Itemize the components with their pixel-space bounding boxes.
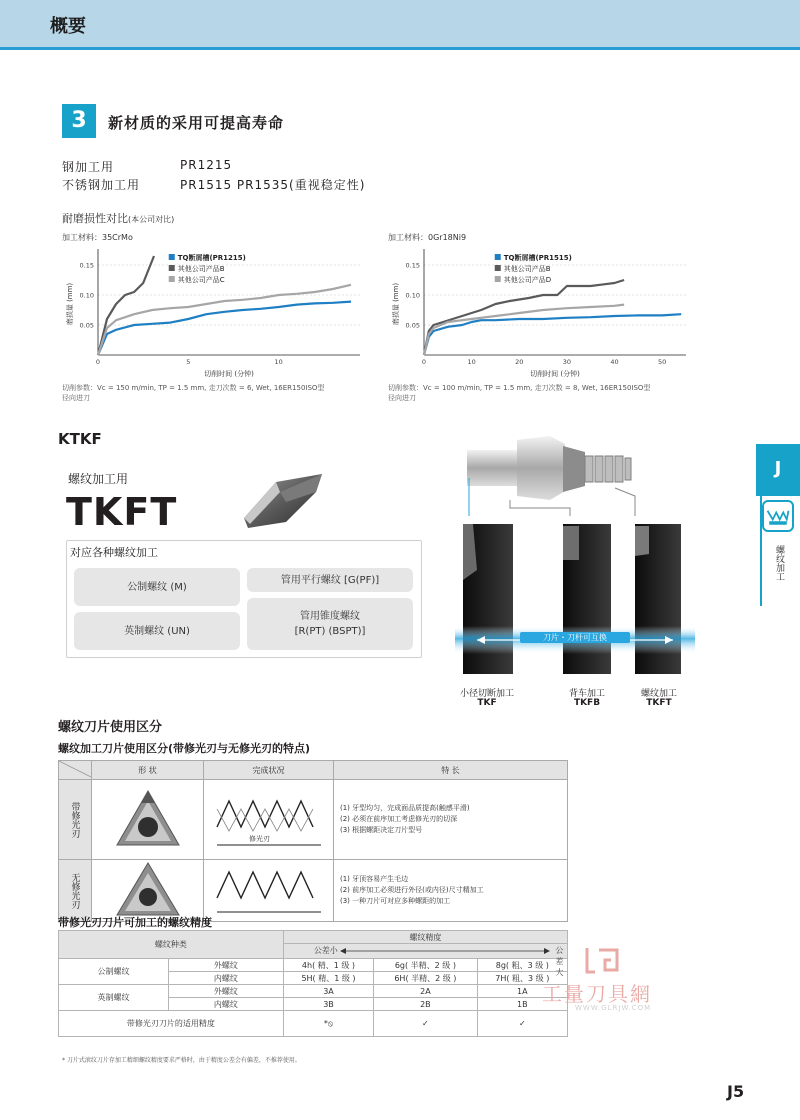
chart2-conditions xyxy=(388,383,718,403)
series-line-3 xyxy=(424,305,624,355)
legend-swatch-3 xyxy=(495,276,501,282)
y-tick-label: 0.05 xyxy=(79,321,94,330)
wiper-profile-drawing xyxy=(209,787,329,851)
wiper-finish-diagram xyxy=(204,780,334,860)
thread-types-title: 对应各种螺纹加工 xyxy=(70,546,158,559)
tool-code-tkft: TKFT xyxy=(646,698,672,708)
type-pipe-parallel: 管用平行螺纹 [G(PF)] xyxy=(247,568,413,592)
thread-use-label: 螺纹加工用 xyxy=(68,472,129,486)
legend-swatch-1 xyxy=(169,254,175,260)
watermark-text: 工量刀具網 xyxy=(542,982,652,1006)
tool-system-illustration xyxy=(455,430,695,690)
chart1-conditions-line2: 径向进刀 xyxy=(62,394,90,402)
y-tick-label: 0.10 xyxy=(79,291,94,300)
x-tick-label: 20 xyxy=(515,358,524,366)
unified-ext-fine: 3A xyxy=(283,985,373,998)
type-pipe-taper-line2: [R(PT) (BSPT)] xyxy=(294,626,366,637)
no-wiper-insert-image xyxy=(92,860,204,922)
grade-label-steel: 钢加工用 xyxy=(62,160,115,174)
legend-label-3: 其他公司产品D xyxy=(503,276,552,284)
double-arrow-icon xyxy=(340,946,550,956)
threading-icon xyxy=(762,500,794,532)
precision-table xyxy=(58,930,568,1037)
legend-swatch-3 xyxy=(169,276,175,282)
x-tick-label: 0 xyxy=(95,358,101,366)
tool-label-tkf: 小径切断加工 xyxy=(459,689,514,699)
x-tick-label: 30 xyxy=(562,358,572,366)
x-tick-label: 5 xyxy=(186,358,191,366)
unified-ext-coarse: 1A xyxy=(477,985,567,998)
tool-code-tkfb: TKFB xyxy=(573,698,601,708)
y-tick-label: 0.15 xyxy=(79,261,94,270)
tolerance-large-label: 公差大 xyxy=(555,946,564,977)
chart2-material: 加工材料：0Gr18Ni9 xyxy=(388,233,467,242)
x-tick-label: 10 xyxy=(467,358,476,366)
unified-ext-medium: 2A xyxy=(374,985,477,998)
chart2-conditions-line2: 径向进刀 xyxy=(388,394,416,402)
type-pipe-taper xyxy=(247,598,413,650)
no-wiper-feature-2: (2) 前序加工必须进行外径(或内径)尺寸精加工 xyxy=(340,886,484,894)
wiper-finish-label: 修光刃 xyxy=(248,834,270,843)
wiper-features xyxy=(334,780,568,860)
chapter-tab[interactable]: J xyxy=(756,444,800,496)
grade-label-stainless: 不锈钢加工用 xyxy=(62,178,141,192)
chart2-conditions-line1: 切削参数：Vc = 100 m/min, TP = 1.5 mm, 走刀次数 = 8, Wet, 16ER150ISO型 xyxy=(388,384,651,392)
wiper-feature-2: (2) 必须在前序加工考虑修光刃的切深 xyxy=(340,815,458,823)
x-tick-label: 50 xyxy=(658,358,667,366)
x-axis-label: 切削时间 (分钟) xyxy=(530,370,580,378)
unified-int-coarse: 1B xyxy=(477,998,567,1011)
type-metric-cell: 公制螺纹 xyxy=(59,959,169,985)
product-name: TKFT xyxy=(66,490,178,534)
col-thread-precision: 螺纹精度 xyxy=(283,931,567,944)
chapter-tab-label: 螺纹加工 xyxy=(774,545,784,581)
unified-int-fine: 3B xyxy=(283,998,373,1011)
no-wiper-profile-drawing xyxy=(209,862,329,918)
legend-swatch-2 xyxy=(495,265,501,271)
legend-label-1: TQ断屑槽(PR1215) xyxy=(177,254,246,262)
grade-value-stainless: PR1515 PR1535(重视稳定性) xyxy=(180,178,366,192)
watermark-logo-icon xyxy=(583,944,623,976)
wear-chart-0gr18ni9 xyxy=(386,245,696,380)
section-title: 新材质的采用可提高寿命 xyxy=(108,114,285,132)
type-unified: 英制螺纹 (UN) xyxy=(74,612,240,650)
wear-comparison-title-text: 耐磨损性对比 xyxy=(62,212,128,225)
wear-comparison-note: (本公司对比) xyxy=(128,215,175,224)
metric-ext-medium: 6g( 半精、2 级 ) xyxy=(374,959,477,972)
ktkf-title: KTKF xyxy=(58,430,102,448)
insert-usage-table xyxy=(58,760,568,922)
legend-label-2: 其他公司产品B xyxy=(503,265,551,273)
header-finish: 完成状况 xyxy=(204,761,334,780)
chart1-conditions xyxy=(62,383,392,403)
no-wiper-features xyxy=(334,860,568,922)
precision-title: 带修光刃刀片可加工的螺纹精度 xyxy=(58,916,212,929)
metric-int-coarse: 7H( 粗、3 级 ) xyxy=(477,972,567,985)
wear-chart-35crmo xyxy=(60,245,370,380)
y-tick-label: 0.10 xyxy=(405,291,420,300)
insert-usage-title: 螺纹刀片使用区分 xyxy=(58,720,163,735)
y-axis-label: 磨损量 (mm) xyxy=(66,282,74,326)
metric-int-medium: 6H( 半精、2 级 ) xyxy=(374,972,477,985)
x-tick-label: 0 xyxy=(421,358,427,366)
wiper-insert-icon xyxy=(113,787,183,851)
no-wiper-insert-icon xyxy=(113,861,183,919)
legend-label-1: TQ断屑槽(PR1515) xyxy=(503,254,572,262)
y-tick-label: 0.05 xyxy=(405,321,420,330)
header-corner xyxy=(59,761,92,780)
precision-footnote: * 刀片式滚纹刀片存加工精细螺纹精度要求严格时，由于精度公差会有偏差，不推荐使用。 xyxy=(62,1057,301,1064)
page-header xyxy=(0,0,800,50)
applicable-label: 带修光刃刀片的适用精度 xyxy=(59,1011,284,1037)
applicable-coarse: ✓ xyxy=(477,1011,567,1037)
type-pipe-taper-line1: 管用锥度螺纹 xyxy=(300,611,360,622)
metric-int-fine: 5H( 精、1 级 ) xyxy=(283,972,373,985)
wear-comparison-title xyxy=(62,210,174,226)
unified-external: 外螺纹 xyxy=(169,985,284,998)
wiper-insert-image xyxy=(92,780,204,860)
page-title: 概要 xyxy=(50,16,86,37)
diagonal-line xyxy=(59,761,91,777)
tool-label-tkfb: 背车加工 xyxy=(568,689,605,699)
y-tick-label: 0.15 xyxy=(405,261,420,270)
tool-label-tkft: 螺纹加工 xyxy=(640,689,677,699)
series-line-2 xyxy=(98,256,154,355)
metric-internal: 内螺纹 xyxy=(169,972,284,985)
unified-int-medium: 2B xyxy=(374,998,477,1011)
no-wiper-finish-diagram xyxy=(204,860,334,922)
x-tick-label: 40 xyxy=(610,358,619,366)
applicable-medium: ✓ xyxy=(374,1011,477,1037)
header-shape: 形 状 xyxy=(92,761,204,780)
tool-code-tkf: TKF xyxy=(477,698,497,708)
applicable-fine: *⦸ xyxy=(283,1011,373,1037)
col-thread-type: 螺纹种类 xyxy=(59,931,284,959)
unified-internal: 内螺纹 xyxy=(169,998,284,1011)
legend-label-2: 其他公司产品B xyxy=(177,265,225,273)
header-features: 特 长 xyxy=(334,761,568,780)
chart1-material: 加工材料：35CrMo xyxy=(62,233,133,242)
grade-value-steel: PR1215 xyxy=(180,158,233,172)
no-wiper-feature-3: (3) 一种刀片可对应多种螺距的加工 xyxy=(340,897,451,905)
metric-ext-fine: 4h( 精、1 级 ) xyxy=(283,959,373,972)
row-label-no-wiper: 无修光刃 xyxy=(59,860,92,922)
y-axis-label: 磨损量 (mm) xyxy=(392,282,400,326)
section-number-badge: 3 xyxy=(62,104,96,138)
type-unified-cell: 英制螺纹 xyxy=(59,985,169,1011)
wiper-feature-3: (3) 根据螺距决定刀片型号 xyxy=(340,826,423,834)
type-metric: 公制螺纹 (M) xyxy=(74,568,240,606)
metric-ext-coarse: 8g( 粗、3 级 ) xyxy=(477,959,567,972)
row-label-wiper: 带修光刃 xyxy=(59,780,92,860)
legend-label-3: 其他公司产品C xyxy=(177,276,225,284)
x-tick-label: 10 xyxy=(274,358,283,366)
metric-external: 外螺纹 xyxy=(169,959,284,972)
interchange-label: 刀片・刀杆可互换 xyxy=(520,632,630,643)
legend-swatch-1 xyxy=(495,254,501,260)
insert-usage-subtitle: 螺纹加工刀片使用区分(带修光刃与无修光刃的特点) xyxy=(58,742,311,755)
x-axis-label: 切削时间 (分钟) xyxy=(204,370,254,378)
tolerance-small-label: 公差小 xyxy=(313,946,338,955)
watermark-url: WWW.GLRJW.COM xyxy=(575,1004,652,1012)
tkft-insert-image xyxy=(236,470,328,532)
chart1-conditions-line1: 切削参数：Vc = 150 m/min, TP = 1.5 mm, 走刀次数 = 6, Wet, 16ER150ISO型 xyxy=(62,384,325,392)
series-line-1 xyxy=(98,302,351,355)
series-line-3 xyxy=(98,285,351,355)
page-number: J5 xyxy=(727,1082,745,1101)
wiper-feature-1: (1) 牙型均匀，完成面品质提高(触感平滑) xyxy=(340,804,470,812)
no-wiper-feature-1: (1) 牙顶容易产生毛边 xyxy=(340,875,409,883)
legend-swatch-2 xyxy=(169,265,175,271)
